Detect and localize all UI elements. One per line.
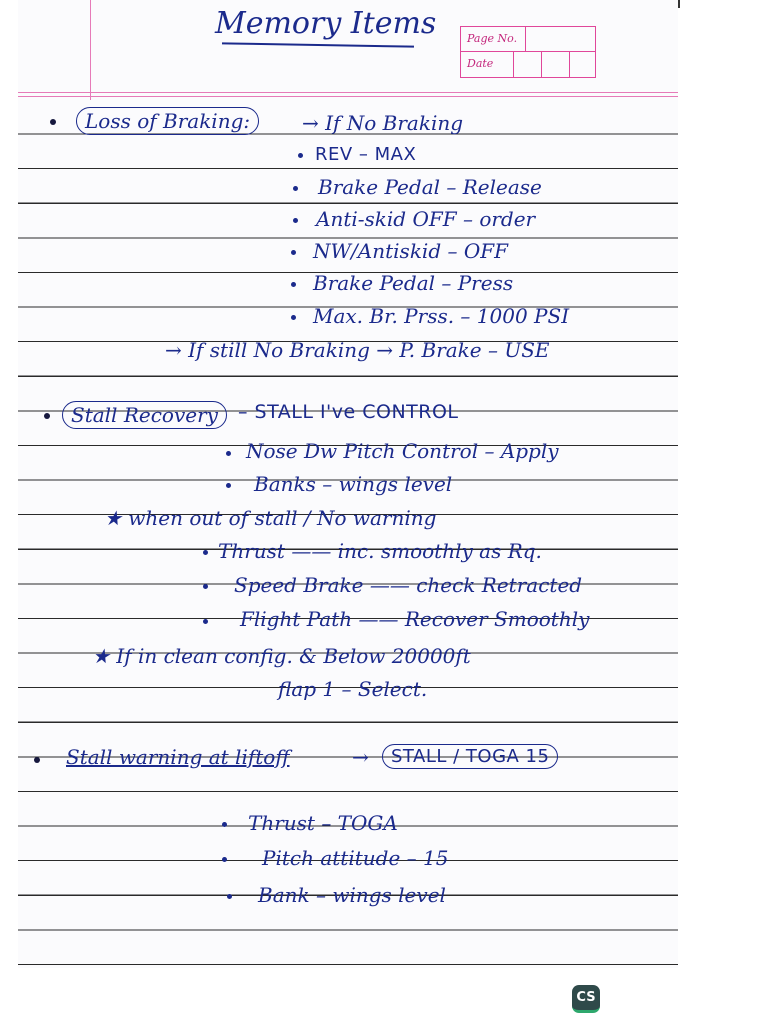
liftoff-item: Bank – wings level [258, 883, 446, 907]
page-edge-mark [678, 0, 680, 8]
stall-heading: Stall Recovery [62, 402, 227, 428]
bullet [44, 413, 50, 419]
stall-item-2: Thrust —— inc. smoothly as Rq. [218, 539, 542, 563]
braking-item: NW/Antiskid – OFF [313, 239, 508, 263]
page-no-row [461, 27, 595, 52]
page-no-label: Page No. [467, 32, 518, 45]
stall-control: – STALL I've CONTROL [238, 401, 459, 423]
stall-item: Nose Dw Pitch Control – Apply [246, 439, 559, 463]
page-title: Memory Items [215, 6, 437, 41]
stall-note-2: ★ If in clean config. & Below 20000ft [92, 644, 471, 668]
braking-item: REV – MAX [315, 144, 417, 165]
bullet [50, 119, 56, 125]
braking-item: Brake Pedal – Release [318, 175, 542, 199]
stall-note-1: ★ when out of stall / No warning [104, 506, 437, 530]
braking-heading: Loss of Braking: [76, 108, 259, 134]
date-row [461, 52, 595, 77]
liftoff-heading: Stall warning at liftoff [66, 745, 290, 769]
page-date-box [460, 26, 596, 78]
liftoff-item: Pitch attitude – 15 [262, 846, 449, 870]
braking-condition: → If No Braking [302, 111, 464, 135]
stall-item-2: Flight Path —— Recover Smoothly [240, 607, 590, 631]
camscanner-logo: CS [572, 985, 600, 1013]
braking-item: Anti-skid OFF – order [316, 207, 536, 231]
liftoff-arrow: → [352, 745, 369, 769]
bullet [34, 757, 40, 763]
braking-still-note: → If still No Braking → P. Brake – USE [165, 338, 550, 362]
stall-item: Banks – wings level [254, 472, 453, 496]
braking-item: Brake Pedal – Press [313, 271, 514, 295]
margin-line-top [18, 92, 678, 93]
date-label: Date [467, 57, 494, 70]
margin-line-vertical [90, 0, 91, 100]
liftoff-item: Thrust – TOGA [248, 811, 398, 835]
stall-item-2: Speed Brake —— check Retracted [234, 573, 583, 597]
liftoff-boxed: STALL / TOGA 15 [382, 744, 558, 770]
stall-note-2b: flap 1 – Select. [278, 677, 428, 701]
margin-line-top-second [18, 96, 678, 97]
braking-item: Max. Br. Prss. – 1000 PSI [313, 304, 570, 328]
